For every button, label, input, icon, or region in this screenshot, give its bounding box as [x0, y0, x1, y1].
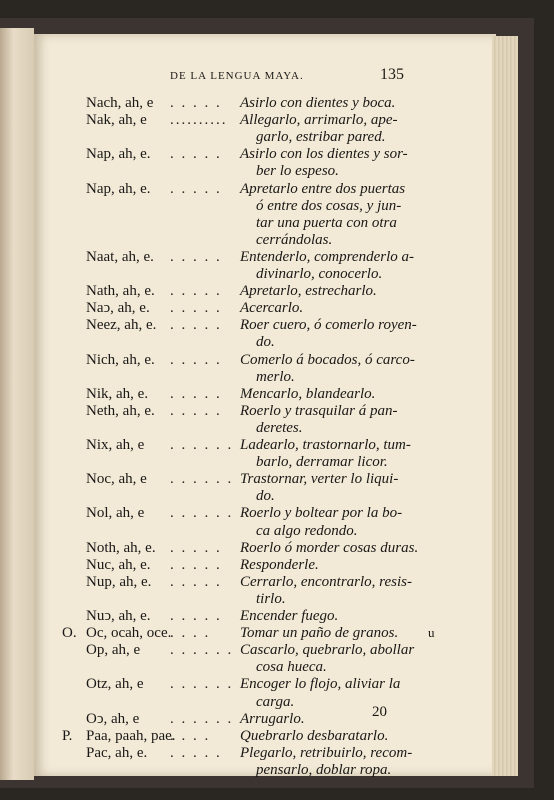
entry-definition: Apretarlo entre dos puertas — [240, 180, 406, 197]
entry-definition: Cerrarlo, encontrarlo, resis- — [240, 573, 412, 590]
leader-dots: . . . . . — [170, 744, 222, 761]
dictionary-line — [0, 607, 554, 625]
running-head: DE LA LENGUA MAYA. — [170, 70, 304, 82]
dictionary-line — [0, 522, 554, 540]
dictionary-line — [0, 487, 554, 505]
leader-dots: . . . . . . — [170, 471, 234, 488]
leader-dots: . . . . . — [170, 283, 222, 300]
leader-dots: . . . . . . — [170, 437, 234, 453]
entry-headword: Otz, ah, e — [86, 676, 144, 693]
entry-definition: Comerlo á bocados, ó carco- — [240, 351, 415, 368]
leader-dots: . . . . . — [170, 608, 222, 624]
definition-continuation: ó entre dos cosas, y jun- — [256, 197, 402, 214]
entry-headword: Naat, ah, e. — [86, 248, 154, 265]
entry-headword: Nol, ah, e — [86, 505, 145, 522]
entry-headword: Paa, paah, pae. — [86, 727, 176, 744]
dictionary-line — [0, 111, 554, 129]
leader-dots: . . . . . — [170, 95, 222, 111]
page-number: 135 — [380, 66, 404, 83]
entry-definition: Roerlo y boltear por la bo- — [240, 505, 403, 522]
dictionary-line — [0, 727, 554, 745]
definition-continuation: garlo, estribar pared. — [256, 129, 386, 146]
dictionary-line — [0, 436, 554, 454]
dictionary-line — [0, 299, 554, 317]
entry-definition: Allegarlo, arrimarlo, ape- — [240, 112, 398, 129]
entry-headword: Nak, ah, e — [86, 112, 147, 129]
leader-dots: . . . . . — [170, 180, 222, 197]
leader-dots: . . . . — [170, 625, 211, 642]
dictionary-line — [0, 402, 554, 420]
dictionary-line — [0, 744, 554, 762]
dictionary-line — [0, 128, 554, 146]
definition-continuation: cosa hueca. — [256, 659, 327, 676]
definition-continuation: cerrándolas. — [256, 231, 333, 248]
entry-definition: Tomar un paño de granos. — [240, 625, 399, 642]
entry-headword: Neth, ah, e. — [86, 402, 155, 419]
entry-headword: Nix, ah, e — [86, 437, 145, 453]
entry-headword: Op, ah, e — [86, 642, 141, 659]
dictionary-line — [0, 470, 554, 488]
entry-definition: Plegarlo, retribuirlo, recom- — [240, 744, 413, 761]
dictionary-line — [0, 693, 554, 711]
leader-dots: . . . . . — [170, 402, 222, 419]
dictionary-line — [0, 419, 554, 437]
entry-headword: Pac, ah, e. — [86, 744, 148, 761]
entry-headword: Nach, ah, e — [86, 95, 154, 111]
definition-continuation: barlo, derramar licor. — [256, 454, 388, 471]
leader-dots: . . . . — [170, 727, 211, 744]
entry-definition: Arrugarlo. — [240, 710, 305, 727]
dictionary-line — [0, 556, 554, 574]
entry-headword: Nich, ah, e. — [86, 351, 155, 368]
dictionary-line — [0, 710, 554, 728]
entry-definition: Roer cuero, ó comerlo royen- — [240, 317, 417, 334]
signature-mark: 20 — [372, 704, 387, 720]
section-letter: P. — [62, 727, 73, 744]
dictionary-line — [0, 453, 554, 471]
definition-continuation: merlo. — [256, 368, 295, 385]
dictionary-line — [0, 385, 554, 403]
leader-dots: . . . . . — [170, 539, 222, 556]
entry-headword: Nik, ah, e. — [86, 385, 149, 402]
entry-definition: Responderle. — [240, 556, 319, 573]
leader-dots: . . . . . — [170, 573, 222, 590]
dictionary-line — [0, 145, 554, 163]
dictionary-line — [0, 214, 554, 232]
dictionary-line — [0, 282, 554, 300]
dictionary-line — [0, 94, 554, 112]
dictionary-line — [0, 162, 554, 180]
definition-continuation: tar una puerta con otra — [256, 214, 397, 231]
entry-definition: Asirlo con dientes y boca. — [240, 95, 396, 111]
entry-headword: Nuc, ah, e. — [86, 556, 151, 573]
entry-definition: Roerlo y trasquilar á pan- — [240, 402, 398, 419]
entry-definition: Entenderlo, comprenderlo a- — [240, 248, 414, 265]
dictionary-line — [0, 197, 554, 215]
dictionary-line — [0, 675, 554, 693]
definition-continuation: divinarlo, conocerlo. — [256, 266, 383, 282]
leader-dots: . . . . . — [170, 248, 222, 265]
entry-definition: Acercarlo. — [240, 300, 304, 317]
dictionary-line — [0, 658, 554, 676]
entry-headword: Neez, ah, e. — [86, 317, 157, 334]
definition-continuation: ca algo redondo. — [256, 522, 358, 539]
leader-dots: .......... — [170, 112, 228, 129]
entry-definition: Encoger lo flojo, aliviar la — [240, 676, 401, 693]
leader-dots: . . . . . — [170, 317, 222, 334]
dictionary-line — [0, 641, 554, 659]
definition-continuation: do. — [256, 488, 275, 505]
dictionary-line — [0, 265, 554, 283]
entry-headword: Oc, ocah, oce. — [86, 625, 172, 642]
entry-headword: Nap, ah, e. — [86, 180, 151, 197]
dictionary-line — [0, 180, 554, 198]
dictionary-line — [0, 573, 554, 591]
dictionary-line — [0, 351, 554, 369]
entry-definition: Roerlo ó morder cosas duras. — [240, 539, 419, 556]
entry-headword: Nath, ah, e. — [86, 283, 155, 300]
entry-definition: Mencarlo, blandearlo. — [240, 385, 376, 402]
entry-headword: Noth, ah, e. — [86, 539, 156, 556]
entry-headword: Oↄ, ah, e — [86, 710, 140, 727]
dictionary-line — [0, 231, 554, 249]
dictionary-line — [0, 333, 554, 351]
entry-headword: Nuↄ, ah, e. — [86, 608, 151, 624]
entry-definition: Apretarlo, estrecharlo. — [240, 283, 377, 300]
leader-dots: . . . . . . — [170, 710, 234, 727]
leader-dots: . . . . . — [170, 351, 222, 368]
margin-note: u — [428, 625, 435, 641]
entry-definition: Quebrarlo desbaratarlo. — [240, 727, 389, 744]
dictionary-line — [0, 316, 554, 334]
definition-continuation: deretes. — [256, 419, 303, 436]
dictionary-line — [0, 368, 554, 386]
leader-dots: . . . . . — [170, 556, 222, 573]
entry-headword: Nup, ah, e. — [86, 573, 152, 590]
dictionary-line — [0, 761, 554, 779]
entry-headword: Noc, ah, e — [86, 471, 147, 488]
leader-dots: . . . . . — [170, 385, 222, 402]
definition-continuation: do. — [256, 334, 275, 351]
definition-continuation: tirlo. — [256, 590, 286, 607]
dictionary-line — [0, 624, 554, 642]
leader-dots: . . . . . . — [170, 642, 234, 659]
entry-definition: Cascarlo, quebrarlo, abollar — [240, 642, 415, 659]
entry-definition: Trastornar, verter lo liqui- — [240, 471, 399, 488]
definition-continuation: pensarlo, doblar ropa. — [256, 761, 392, 778]
dictionary-line — [0, 504, 554, 522]
dictionary-line — [0, 590, 554, 608]
section-letter: O. — [62, 625, 77, 642]
leader-dots: . . . . . — [170, 146, 222, 163]
entry-definition: Encender fuego. — [240, 608, 339, 624]
leader-dots: . . . . . . — [170, 676, 234, 693]
leader-dots: . . . . . . — [170, 505, 234, 522]
dictionary-line — [0, 539, 554, 557]
entry-headword: Nap, ah, e. — [86, 146, 151, 163]
definition-continuation: carga. — [256, 693, 295, 710]
leader-dots: . . . . . — [170, 300, 222, 317]
entry-headword: Naↄ, ah, e. — [86, 300, 150, 317]
entry-definition: Asirlo con los dientes y sor- — [240, 146, 408, 163]
entry-definition: Ladearlo, trastornarlo, tum- — [240, 437, 411, 453]
definition-continuation: ber lo espeso. — [256, 163, 339, 180]
dictionary-line — [0, 248, 554, 266]
